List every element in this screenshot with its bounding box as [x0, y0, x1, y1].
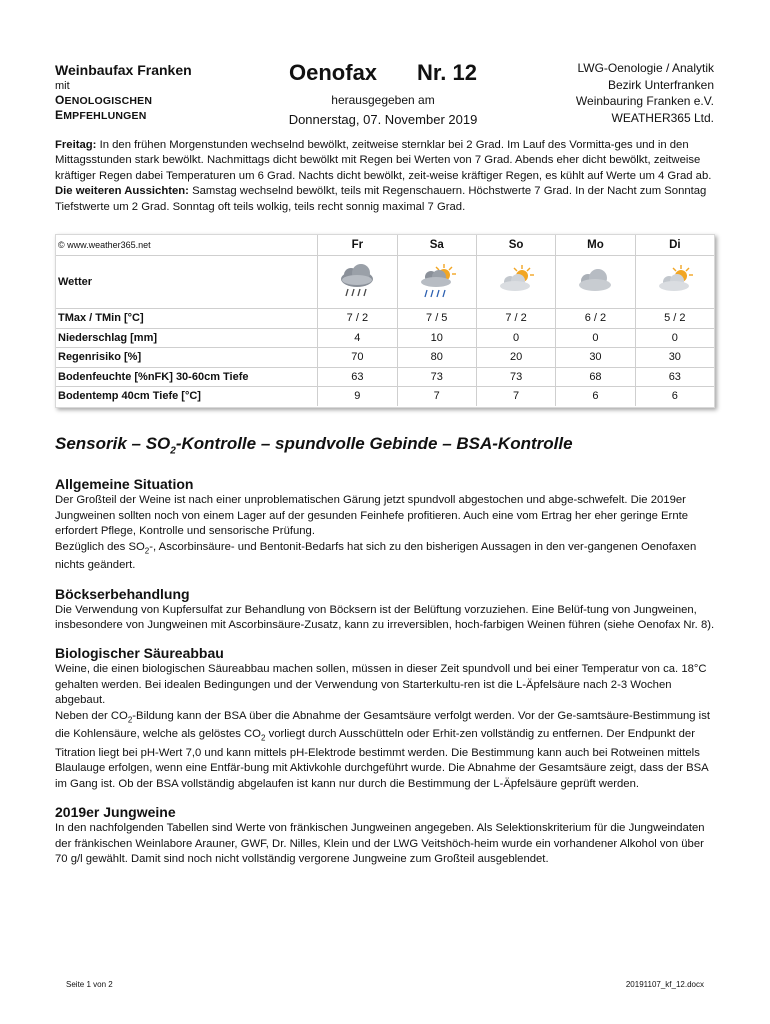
- section-paragraph: In den nachfolgenden Tabellen sind Werte von fränkischen Jungweinen angegeben. Als Selektionskriterium für die Jungweindaten der fränkischen Weinlabore Arauner, GWF, Dr. Nilles, Klein und der LWG Veitshöch-heim wurde ein vorhandener Alkohol von über 70 g/l gewählt. Damit sind noch nicht vollständig vergorene Jungweine zum Großteil ausgeblendet.: [55, 822, 705, 866]
- day-header: Mo: [556, 235, 635, 256]
- section-heading: Allgemeine Situation: [55, 476, 194, 493]
- header-date: Donnerstag, 07. November 2019: [288, 112, 478, 127]
- table-row: Bodentemp 40cm Tiefe [°C] 9 7 7 6 6: [56, 387, 714, 406]
- main-content: [55, 433, 717, 867]
- header-left-mit: mit: [55, 80, 70, 92]
- cloud-icon: [570, 261, 620, 301]
- header-left-oenologischen: OENOLOGISCHEN: [55, 93, 153, 107]
- header-issued-by: herausgegeben am: [331, 93, 435, 107]
- sun-cloud-icon: [491, 261, 541, 301]
- cloud-rain-icon: [332, 261, 382, 301]
- wetter-label: Wetter: [56, 256, 318, 309]
- weather-header-row: [56, 235, 714, 256]
- weather-table: [56, 235, 714, 406]
- weather-icon-row: [56, 256, 714, 309]
- footer-filename: 20191107_kf_12.docx: [625, 980, 704, 989]
- header-center-block: [268, 60, 498, 128]
- section-heading: 2019er Jungweine: [55, 804, 176, 821]
- table-row: Niederschlag [mm] 4 10 0 0 0: [56, 328, 714, 348]
- day-header: So: [476, 235, 555, 256]
- section-heading: Biologischer Säureabbau: [55, 645, 224, 662]
- day-header: Di: [635, 235, 714, 256]
- section-paragraph: Der Großteil der Weine ist nach einer unproblematischen Gärung jetzt spundvoll abgestochen und abge-schwefelt. Die 2019er Jungweinen sollten noch von einem Lager auf der gesunden Feinhefe profitieren. Auch eine vom Ertrag her eher geringe Ernte erfordert Pflege, Kontrolle und sensorische Prüfung. Bezüglich des $SO_2-$, Ascorbinsäure- und Bentonit-Bedarfs hat sich zu den bisherigen Aussagen in den ver-gangenen Oenofaxen nichts geändert.: [55, 494, 697, 572]
- weather-table-box: [55, 234, 715, 408]
- header-number: Nr. 12: [417, 60, 477, 85]
- outlook-text: Samstag wechselnd bewölkt, teils mit Regenschauern. Höchstwerte 7 Grad. In der Nacht zum Sonntag Tiefstwerte um 2 Grad. Sonntag oft teils wolkig, teils recht sonnig maximal 7 Grad.: [55, 185, 707, 213]
- table-row: TMax / TMin [°C] 7 / 2 7 / 5 7 / 2 6 / 2 5 / 2: [56, 309, 714, 329]
- section-heading: Böckserbehandlung: [55, 585, 190, 602]
- sun-cloud-icon: [650, 261, 700, 301]
- header-right-line: Weinbauring Franken e.V.: [575, 94, 714, 108]
- header-right-line: LWG-Oenologie / Analytik: [577, 61, 714, 75]
- header-right-line: WEATHER365 Ltd.: [611, 110, 714, 125]
- friday-text: In den frühen Morgenstunden wechselnd bewölkt, zeitweise sternklar bei 2 Grad. Im Lauf des Vormitta-ges und in den Mittagsstunden stark bewölkt. Nachmittags dicht bewölkt mit Regen bei Werten von 7 Grad. Abends eher dicht bewölkt, zeitweise kräftiger Regen dabei Temperaturen um 6 Grad. Nachts dicht bewölkt, zeit-weise kräftiger Regen, es kühlt auf Werte um 4 Grad ab.: [55, 139, 712, 182]
- table-row: Bodenfeuchte [%nFK] 30-60cm Tiefe 63 73 73 68 63: [56, 367, 714, 387]
- main-heading: Sensorik – $SO_2$-Kontrolle – spundvolle Gebinde – BSA-Kontrolle: [55, 434, 573, 457]
- header-title: Oenofax: [289, 60, 378, 85]
- weather-forecast-text: [55, 138, 717, 215]
- section-paragraph: Die Verwendung von Kupfersulfat zur Behandlung von Böcksern ist der Belüftung vorzuziehen. Eine Belüf-tung von Jungweinen, insbesondere von Jungweinen mit Ascorbinsäure-Zusatz, kann zu irreversiblen, hoch-farbigen Weinen führen (siehe Oenofax Nr. 8).: [55, 603, 715, 632]
- weather-copyright: © www.weather365.net: [56, 235, 318, 256]
- footer-page-number: Seite 1 von 2: [66, 980, 113, 989]
- friday-label: Freitag:: [55, 139, 97, 151]
- outlook-label: Die weiteren Aussichten:: [55, 185, 189, 198]
- header-title-row: [268, 60, 498, 86]
- header-right-block: [494, 60, 714, 126]
- sun-cloud-rain-icon: [412, 261, 462, 301]
- header-right-line: Bezirk Unterfranken: [607, 77, 714, 92]
- header-left-block: [55, 62, 255, 123]
- section-paragraph: Weine, die einen biologischen Säureabbau machen sollen, müssen in dieser Zeit spundvoll und bei einer Temperatur von ca. 18°C gehalten werden. Bei idealen Bedingungen und der Verwendung von Starterkultu-ren ist die L-Äpfelsäure nach 2-3 Wochen abgebaut. Neben der $CO_2$-Bildung kann der BSA über die Abnahme der Gesamtsäure verfolgt werden. Vor der Ge-samtsäure-Bestimmung ist die Kohlensäure, welche als gelöstes $CO_2$ vorliegt durch Ausschütteln oder Erhit-zen vollständig zu entfernen. Der Endpunkt der Titration liegt bei pH-Wert 7,0 und kann mittels pH-Elektrode bestimmt werden. Die Bestimmung kann auch bei Rotweinen mittels Blaulauge erfolgen, wenn eine Entfär-bung mit Aktivkohle durchgeführt wurde. Die Abnahme der Gesamtsäure zeigt, dass der BSA im Gang ist. Ob der BSA vollständig abgelaufen ist kann nur durch die Bestimmung der L-Äpfelsäure geprüft werden.: [55, 663, 710, 790]
- day-header: Sa: [397, 235, 476, 256]
- header-left-empfehlungen: EMPFEHLUNGEN: [55, 108, 147, 122]
- day-header: Fr: [318, 235, 397, 256]
- table-row: Regenrisiko [%] 70 80 20 30 30: [56, 348, 714, 368]
- header-left-title: Weinbaufax Franken: [55, 62, 192, 78]
